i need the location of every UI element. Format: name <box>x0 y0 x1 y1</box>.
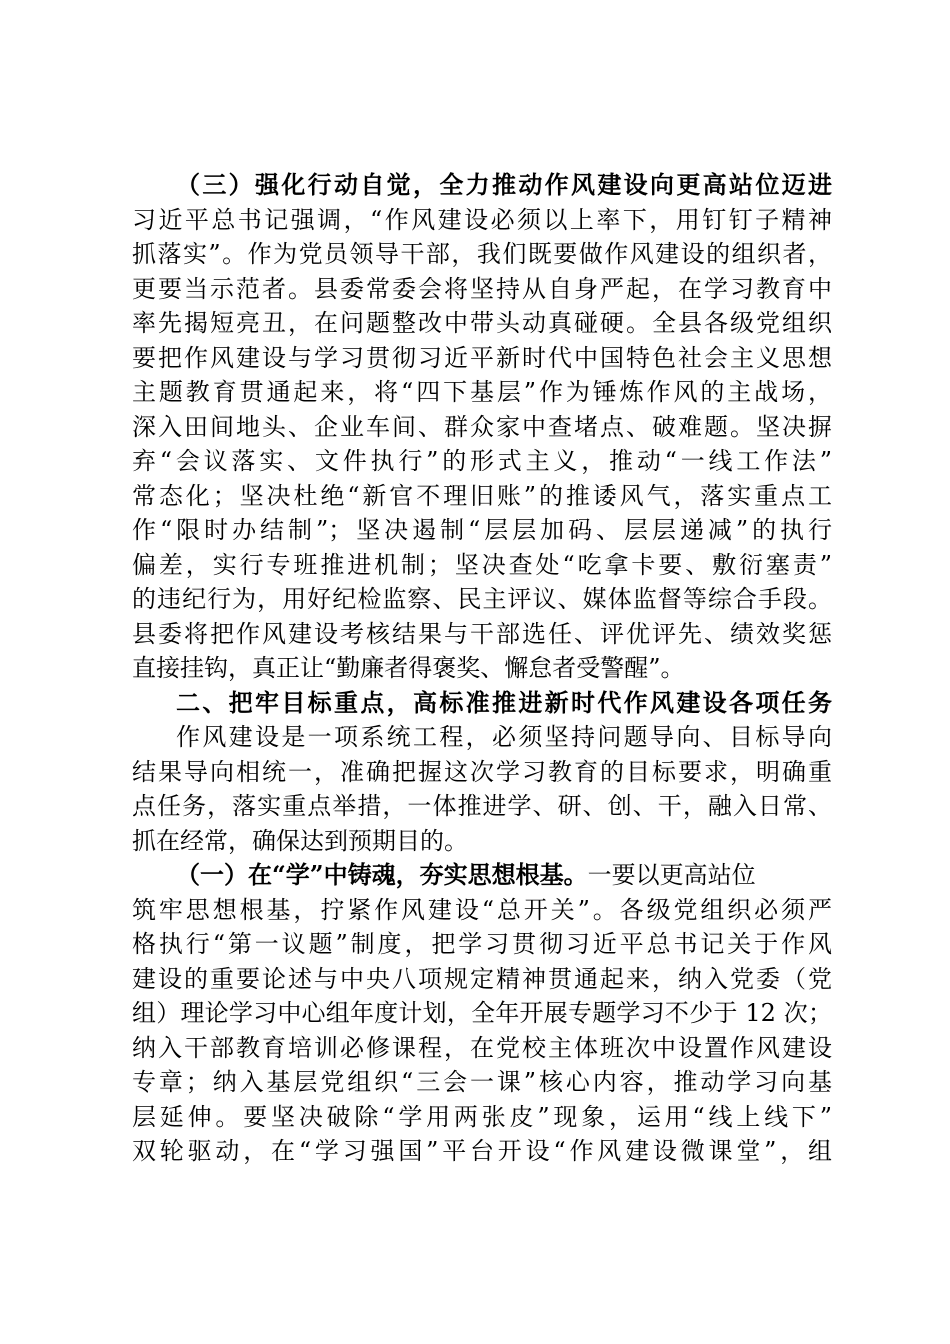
body-line: 率先揭短亮丑，在问题整改中带头动真碰硬。全县各级党组织 <box>132 309 832 337</box>
body-line: 抓落实”。作为党员领导干部，我们既要做作风建设的组织者， <box>132 240 832 268</box>
body-line: 的违纪行为，用好纪检监察、民主评议、媒体监督等综合手段。 <box>132 585 832 613</box>
body-line: 更要当示范者。县委常委会将坚持从自身严起，在学习教育中 <box>132 274 832 303</box>
body-line: 常态化；坚决杜绝“新官不理旧账”的推诿风气，落实重点工 <box>132 481 832 510</box>
body-line: 直接挂钩，真正让“勤廉者得褒奖、懈怠者受警醒”。 <box>132 654 685 682</box>
body-line: 层延伸。要坚决破除“学用两张皮”现象，运用“线上线下” <box>132 1102 832 1131</box>
document-body <box>132 168 832 1169</box>
section-heading-two: 二、把牢目标重点，高标准推进新时代作风建设各项任务 <box>176 687 832 717</box>
body-line: 深入田间地头、企业车间、群众家中查堵点、破难题。坚决摒 <box>132 412 832 441</box>
body-inline: 一要以更高站位 <box>587 861 756 889</box>
body-line: 偏差，实行专班推进机制；坚决查处“吃拿卡要、敷衍塞责” <box>132 550 832 579</box>
body-line: 作“限时办结制”；坚决遏制“层层加码、层层递减”的执行 <box>132 516 832 544</box>
subheading-three: （三）强化行动自觉，全力推动作风建设向更高站位迈进 <box>176 170 832 199</box>
body-line: 习近平总书记强调，“作风建设必须以上率下，用钉钉子精神 <box>132 205 832 234</box>
body-line: 作风建设是一项系统工程，必须坚持问题导向、目标导向 <box>176 723 832 751</box>
body-line: 纳入干部教育培训必修课程，在党校主体班次中设置作风建设 <box>132 1033 832 1062</box>
body-line: 县委将把作风建设考核结果与干部选任、评优评先、绩效奖惩 <box>132 619 832 648</box>
body-line: 格执行“第一议题”制度，把学习贯彻习近平总书记关于作风 <box>132 930 832 958</box>
body-line: 组）理论学习中心组年度计划，全年开展专题学习不少于 12 次； <box>132 999 832 1027</box>
body-line: 建设的重要论述与中央八项规定精神贯通起来，纳入党委（党 <box>132 964 832 993</box>
body-line: 抓在经常，确保达到预期目的。 <box>132 826 468 855</box>
body-line: 结果导向相统一，准确把握这次学习教育的目标要求，明确重 <box>132 757 832 786</box>
body-line: 弃“会议落实、文件执行”的形式主义，推动“一线工作法” <box>132 447 832 475</box>
subheading-one-line <box>132 858 832 893</box>
body-line: 双轮驱动，在“学习强国”平台开设“作风建设微课堂”，组 <box>132 1137 832 1165</box>
body-line: 要把作风建设与学习贯彻习近平新时代中国特色社会主义思想 <box>132 343 832 372</box>
body-line: 筑牢思想根基，拧紧作风建设“总开关”。各级党组织必须严 <box>132 895 832 924</box>
subheading-one: （一）在“学”中铸魂，夯实思想根基。 <box>176 860 588 889</box>
body-line: 主题教育贯通起来，将“四下基层”作为锤炼作风的主战场， <box>132 378 832 406</box>
body-line: 点任务，落实重点举措，一体推进学、研、创、干，融入日常、 <box>132 792 832 820</box>
body-line: 专章；纳入基层党组织“三会一课”核心内容，推动学习向基 <box>132 1068 832 1096</box>
